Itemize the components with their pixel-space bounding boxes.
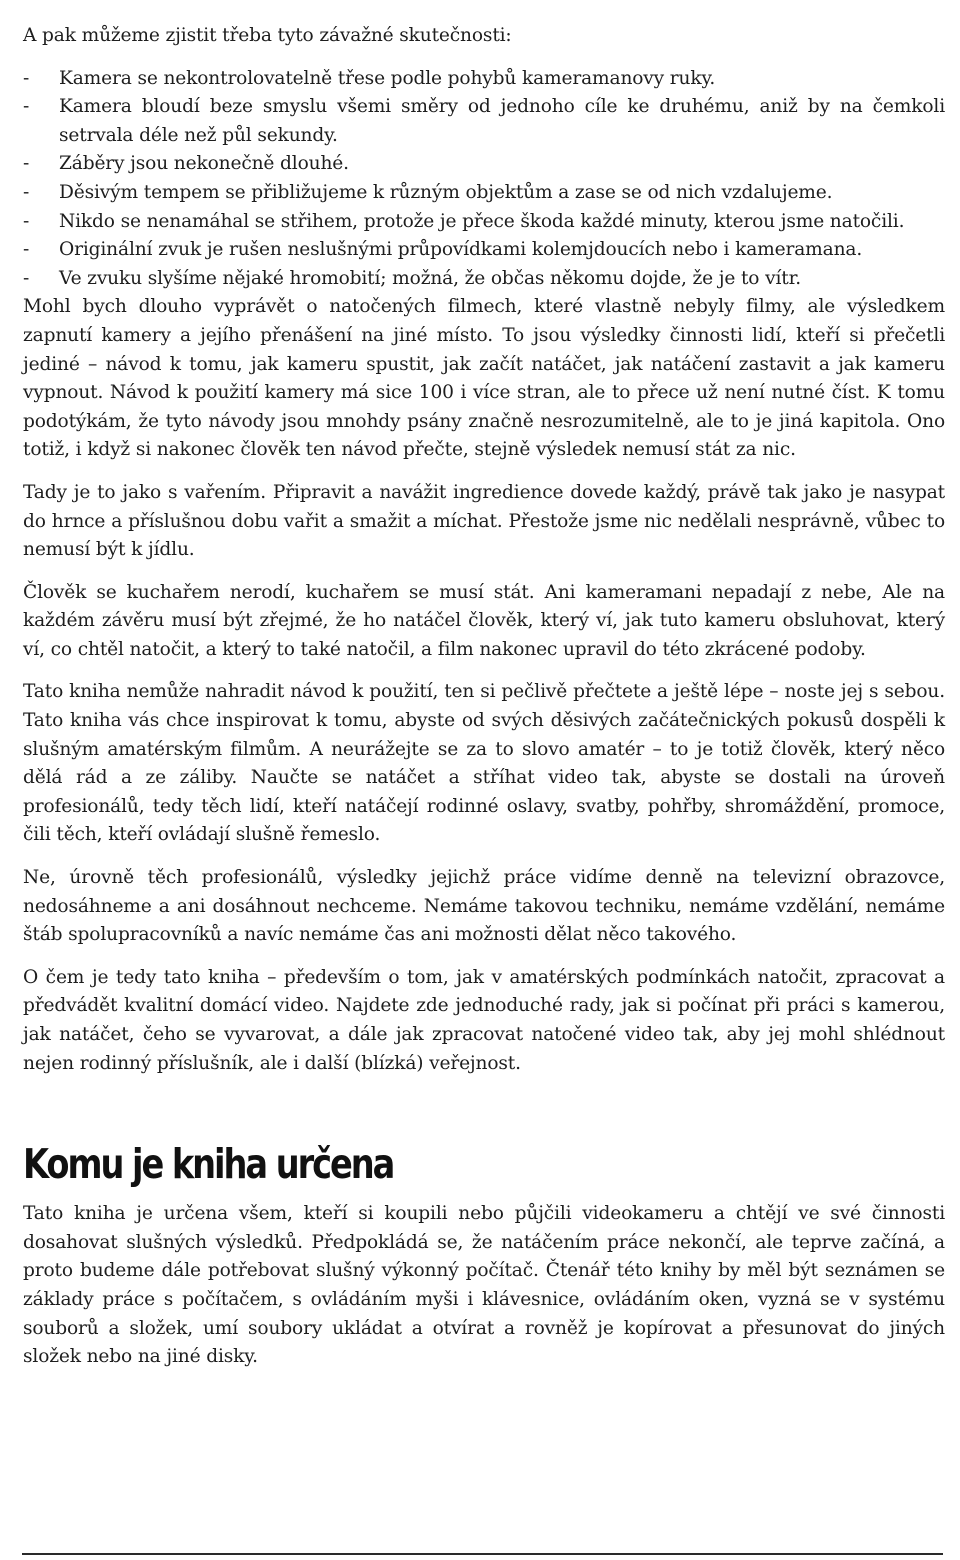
section-paragraph: Tato kniha je určena všem, kteří si koupili nebo půjčili videokameru a chtějí ve své činnosti dosahovat slušných výsledků. Předpokládá se, že natáčením práce nekončí, ale teprve začíná, a proto budeme dále potřebovat slušný výkonný počítač. Čtenář této knihy by měl být seznámen se základy práce s počítačem, s ovládáním myši i klávesnice, ovládáním oken, vyzná se v systému souborů a složek, umí soubory ukládat a otvírat a rovněž je kopírovat a přesunovat do jiných složek nebo na jiné disky. <box>23 1203 945 1368</box>
body-paragraph: Mohl bych dlouho vyprávět o natočených filmech, které vlastně nebyly filmy, ale výsledkem zapnutí kamery a jejího přenášení na jiné místo. To jsou výsledky činnosti lidí, kteří si přečetli jediné – návod k tomu, jak kameru spustit, jak začít natáčet, jak natáčení zastavit a jak kameru vypnout. Návod k použití kamery má sice 100 i více stran, ale to přece už není nutné číst. K tomu podotýkám, že tyto návody jsou mnohdy psány značně nesrozumitelně, ale to je jiná kapitola. Ono totiž, i když si nakonec člověk ten návod přečte, stejně výsledek nemusí stát za nic. <box>23 296 945 461</box>
intro-line: A pak můžeme zjistit třeba tyto závažné skutečnosti: <box>23 25 512 46</box>
problem-list <box>23 65 945 294</box>
body-paragraph: Tady je to jako s vařením. Připravit a navážit ingredience dovede každý, právě tak jako je nasypat do hrnce a příslušnou dobu vařit a smažit a míchat. Přestože jsme nic nedělali nesprávně, vůbec to nemusí být k jídlu. <box>23 481 945 561</box>
body-paragraph: Člověk se kuchařem nerodí, kuchařem se musí stát. Ani kameramani nepadají z nebe, Ale na každém závěru musí být zřejmé, že ho natáčel člověk, který ví, jak tuto kameru obsluhovat, který ví, co chtěl natočit, a který to také natočil, a film nakonec upravil do této zkrácené podoby. <box>23 581 945 660</box>
list-item: - Záběry jsou nekonečně dlouhé. <box>23 150 945 179</box>
list-item: - Děsivým tempem se přibližujeme k různým objektům a zase se od nich vzdalujeme. <box>23 179 945 208</box>
section-heading: Komu je kniha určena <box>23 1140 394 1189</box>
body-paragraph: Ne, úrovně těch profesionálů, výsledky jejichž práce vidíme denně na televizní obrazovce, nedosáhneme a ani dosáhnout nechceme. Nemáme takovou techniku, nemáme vzdělání, nemáme štáb spolupracovníků a navíc nemáme čas ani možnosti dělat něco takového. <box>23 867 945 946</box>
footer-rule <box>22 1553 943 1555</box>
document-page <box>23 22 945 1372</box>
list-item: - Ve zvuku slyšíme nějaké hromobití; možná, že občas někomu dojde, že je to vítr. <box>23 265 945 294</box>
body-paragraph: O čem je tedy tato kniha – především o tom, jak v amatérských podmínkách natočit, zpracovat a předvádět kvalitní domácí video. Najdete zde jednoduché rady, jak si počínat při práci s kamerou, jak natáčet, čeho se vyvarovat, a dále jak zpracovat natočené video tak, aby jej mohl shlédnout nejen rodinný příslušník, ale i další (blízká) veřejnost. <box>23 966 945 1074</box>
list-item: - Kamera bloudí beze smyslu všemi směry od jednoho cíle ke druhému, aniž by na čemkoli setrvala déle než půl sekundy. <box>23 93 945 150</box>
body-paragraph: Tato kniha nemůže nahradit návod k použití, ten si pečlivě přečtete a ještě lépe – noste jej s sebou. Tato kniha vás chce inspirovat k tomu, abyste od svých děsivých začátečnických pokusů dospěli k slušným amatérským filmům. A neurážejte se za to slovo amatér – to je totiž člověk, který něco dělá rád a ze záliby. Naučte se natáčet a stříhat video tak, abyste se dostali na úroveň profesionálů, tedy těch lidí, kteří natáčejí rodinné oslavy, svatby, pohřby, shromáždění, promoce, čili těch, kteří ovládají slušně řemeslo. <box>23 681 945 846</box>
list-item: - Kamera se nekontrolovatelně třese podle pohybů kameramanovy ruky. <box>23 65 945 94</box>
list-item: - Originální zvuk je rušen neslušnými průpovídkami kolemjdoucích nebo i kameramana. <box>23 236 945 265</box>
list-item: - Nikdo se nenamáhal se střihem, protože je přece škoda každé minuty, kterou jsme natočili. <box>23 208 945 237</box>
